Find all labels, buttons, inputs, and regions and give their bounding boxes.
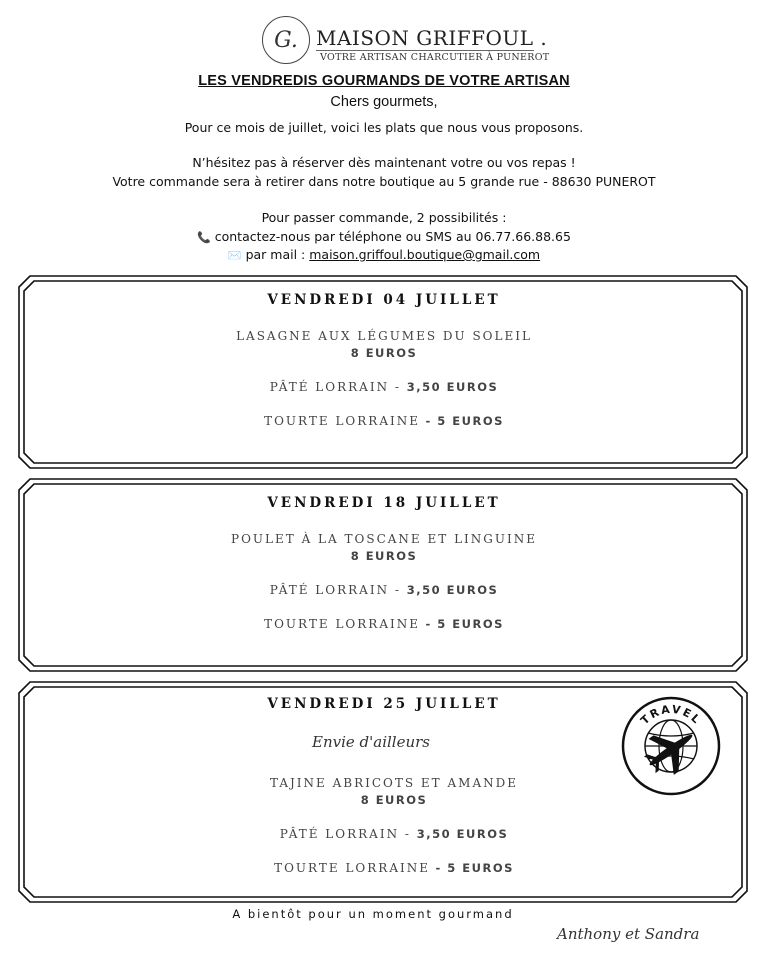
mail-line bbox=[0, 247, 768, 262]
menu-pate bbox=[0, 380, 768, 394]
envelope-icon: ✉️ bbox=[227, 249, 242, 262]
pate-price: 3,50 EUROS bbox=[406, 380, 499, 394]
signature: Anthony et Sandra bbox=[557, 925, 700, 943]
logo-letter: G. bbox=[274, 27, 298, 53]
intro-line-2: N’hésitez pas à réserver dès maintenant votre ou vos repas ! bbox=[192, 155, 576, 170]
order-title: Pour passer commande, 2 possibilités : bbox=[261, 210, 507, 225]
menu-tourte bbox=[0, 617, 768, 631]
intro-line-3: Votre commande sera à retirer dans notre boutique au 5 grande rue - 88630 PUNEROT bbox=[112, 174, 656, 189]
mail-prefix: par mail : bbox=[245, 247, 310, 262]
menu-day: VENDREDI 04 JUILLET bbox=[267, 292, 501, 308]
brand-divider bbox=[316, 50, 534, 51]
menu-day: VENDREDI 25 JUILLET bbox=[267, 696, 501, 712]
pate-price: 3,50 EUROS bbox=[406, 583, 499, 597]
pate-label: PÂTÉ LORRAIN - bbox=[269, 380, 407, 394]
page-title: LES VENDREDIS GOURMANDS DE VOTRE ARTISAN bbox=[198, 73, 570, 89]
menu-dish-price: 8 EUROS bbox=[350, 346, 418, 360]
tourte-price: - 5 EUROS bbox=[430, 861, 514, 875]
menu-pate bbox=[0, 583, 768, 597]
menu-theme: Envie d'ailleurs bbox=[312, 733, 430, 751]
pate-label: PÂTÉ LORRAIN - bbox=[269, 583, 407, 597]
tourte-label: TOURTE LORRAINE bbox=[274, 861, 430, 875]
mail-link[interactable]: maison.griffoul.boutique@gmail.com bbox=[309, 247, 541, 262]
pate-label: PÂTÉ LORRAIN - bbox=[279, 827, 417, 841]
brand-logo bbox=[262, 16, 310, 64]
phone-text: contactez-nous par téléphone ou SMS au 06.77.66.88.65 bbox=[214, 229, 571, 244]
stamp-label: TRAVEL bbox=[638, 702, 704, 728]
greeting: Chers gourmets, bbox=[330, 94, 438, 110]
tourte-label: TOURTE LORRAINE bbox=[264, 414, 420, 428]
closing-line: A bientôt pour un moment gourmand bbox=[232, 907, 514, 921]
phone-line bbox=[0, 229, 768, 244]
tourte-label: TOURTE LORRAINE bbox=[264, 617, 420, 631]
menu-dish: LASAGNE AUX LÉGUMES DU SOLEIL bbox=[236, 329, 532, 343]
brand-subtitle: VOTRE ARTISAN CHARCUTIER À PUNEROT bbox=[320, 52, 550, 63]
menu-dish-price: 8 EUROS bbox=[360, 793, 428, 807]
menu-tourte bbox=[0, 861, 768, 875]
phone-icon: 📞 bbox=[197, 231, 211, 244]
menu-dish: POULET À LA TOSCANE ET LINGUINE bbox=[231, 532, 537, 546]
menu-dish-price: 8 EUROS bbox=[350, 549, 418, 563]
menu-pate bbox=[0, 827, 768, 841]
intro-line-1: Pour ce mois de juillet, voici les plats que nous vous proposons. bbox=[184, 120, 584, 135]
pate-price: 3,50 EUROS bbox=[416, 827, 509, 841]
menu-tourte bbox=[0, 414, 768, 428]
menu-dish: TAJINE ABRICOTS ET AMANDE bbox=[269, 776, 519, 790]
brand-name: MAISON GRIFFOUL . bbox=[316, 26, 548, 50]
airplane-globe-icon bbox=[618, 693, 724, 799]
tourte-price: - 5 EUROS bbox=[420, 414, 504, 428]
menu-day: VENDREDI 18 JUILLET bbox=[267, 495, 501, 511]
tourte-price: - 5 EUROS bbox=[420, 617, 504, 631]
